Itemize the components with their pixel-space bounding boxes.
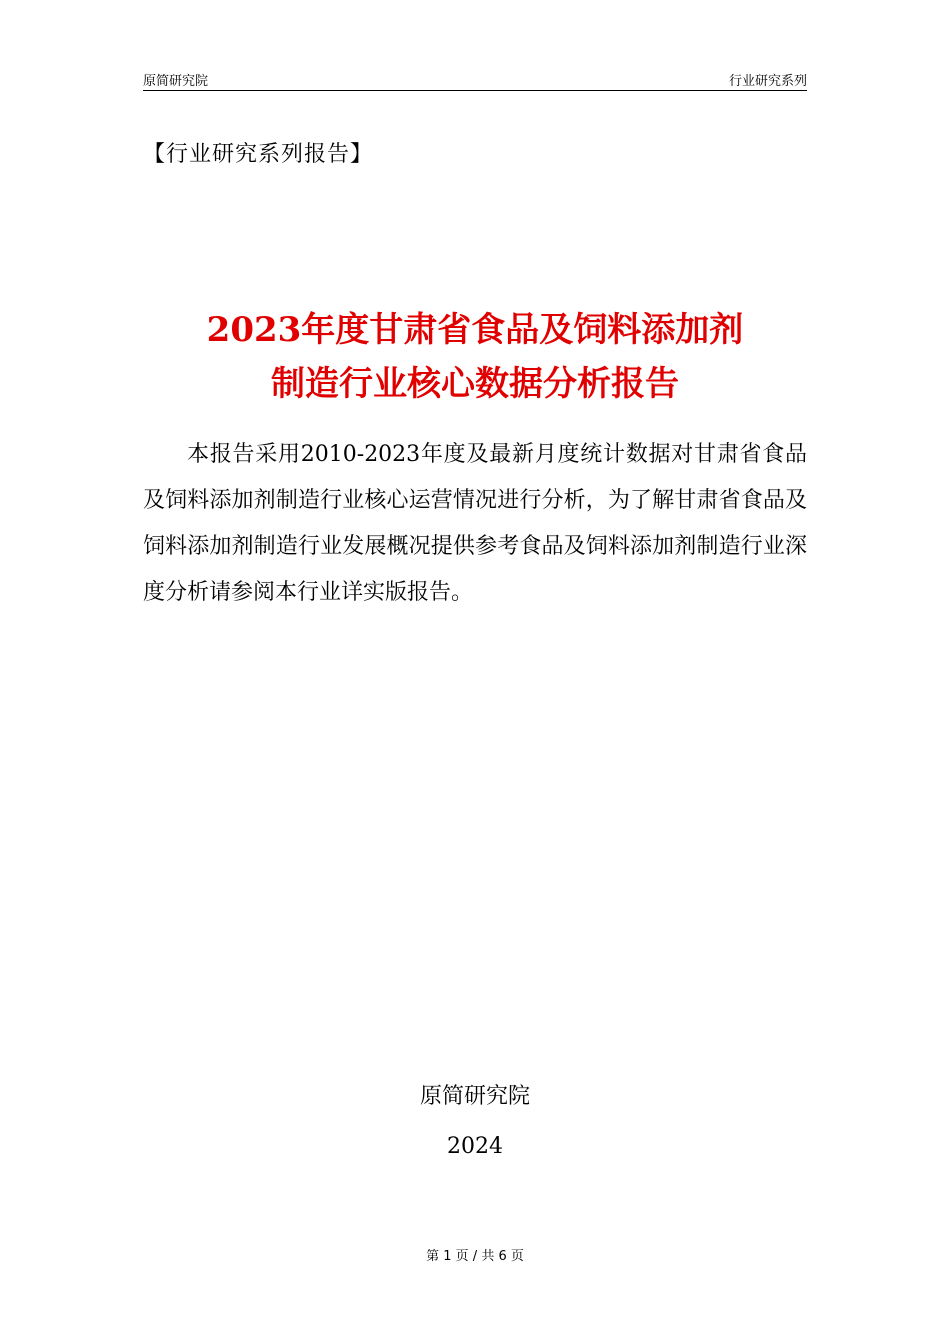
header-publisher-name: 原简研究院 [143,74,209,89]
running-header [143,68,807,91]
page-indicator: 第 1 页 / 共 6 页 [426,1249,524,1264]
report-title-line-2: 制造行业核心数据分析报告 [271,364,679,404]
abstract-paragraph: 本报告采用2010-2023年度及最新月度统计数据对甘肃省食品及饲料添加剂制造行业核心运营情况进行分析，为了解甘肃省食品及饲料添加剂制造行业发展概况提供参考食品及饲料添加剂制造行业深度分析请参阅本行业详实版报告。 [143,442,807,605]
header-series-name: 行业研究系列 [728,74,807,89]
series-label: 【行业研究系列报告】 [143,142,374,167]
publisher-name: 原简研究院 [419,1084,530,1109]
report-title-line-1: 2023年度甘肃省食品及饲料添加剂 [206,310,744,350]
publication-year: 2024 [447,1134,503,1159]
report-title [143,303,807,411]
